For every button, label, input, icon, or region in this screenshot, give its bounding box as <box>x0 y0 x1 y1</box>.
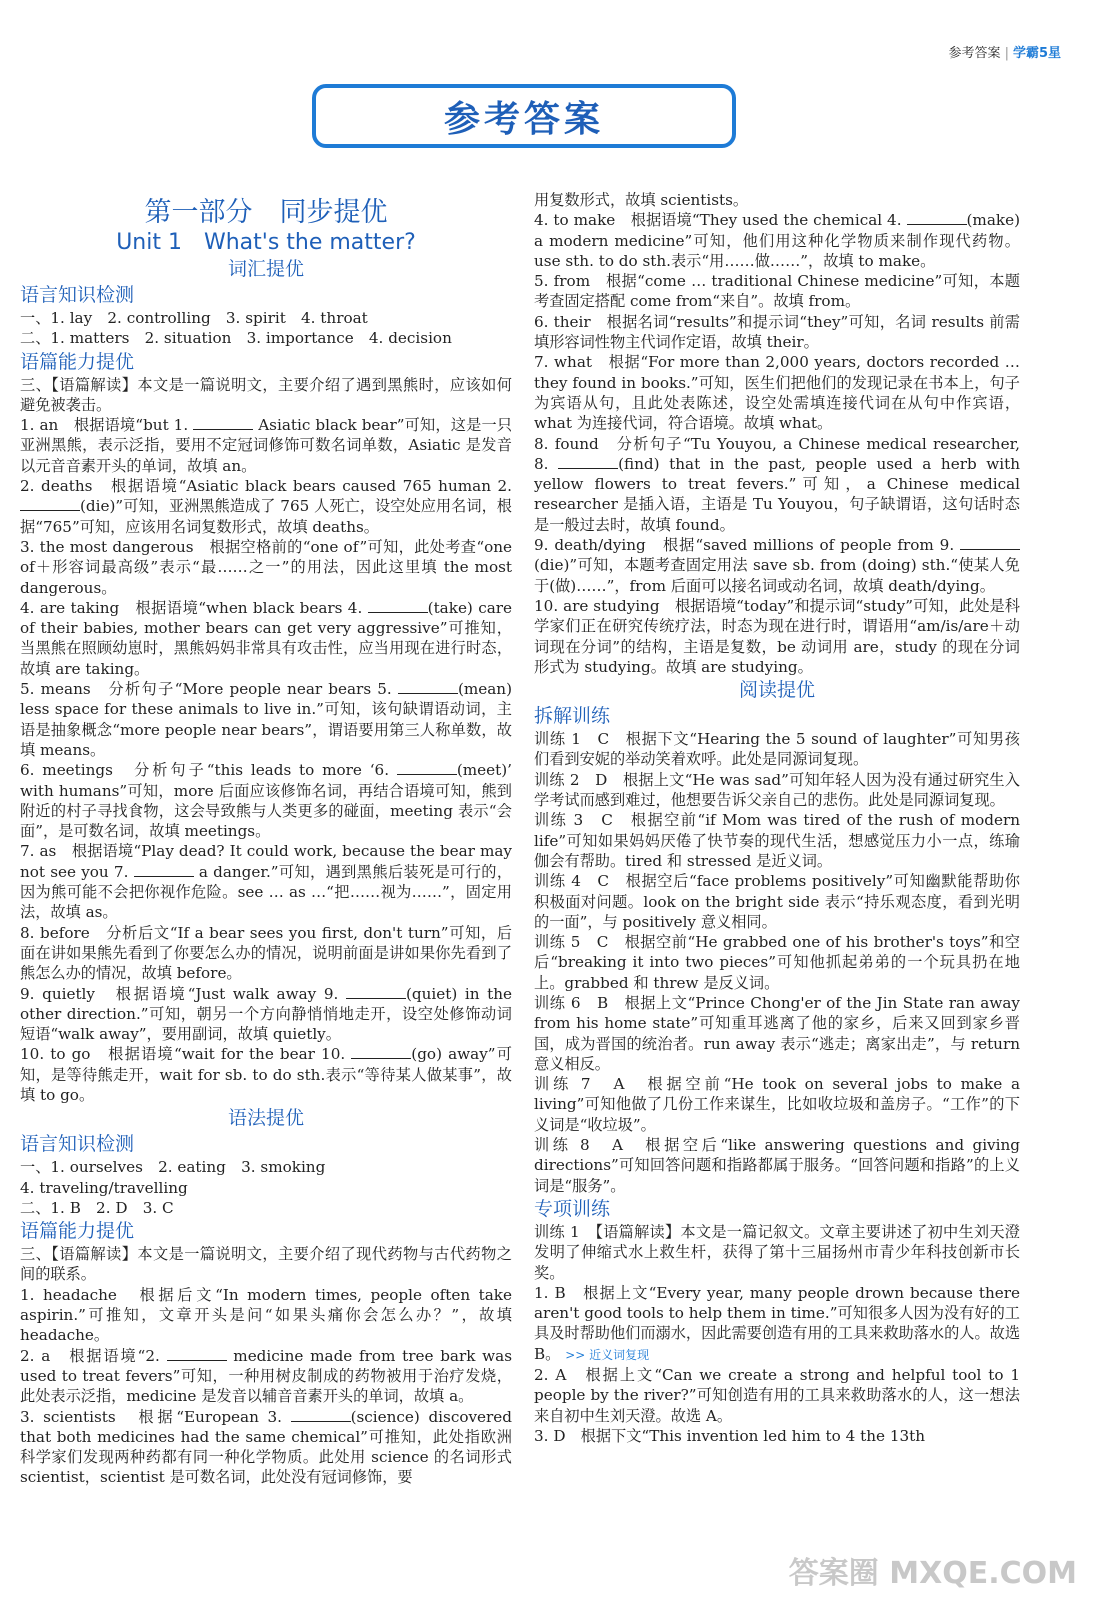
answer-item: 10. are studying 根据语境“today”和提示词“study”可知，此处是科学家们正在研究传统疗法，时态为现在进行时，谓语用“am/is/are＋动词现在分词”的结构，主语是复数，be 动词用 are，study 的现在分词形式为 studying。故填 are studying。 <box>534 596 1020 676</box>
grammar-heading: 语法提优 <box>227 1107 304 1130</box>
answer-item <box>20 1346 512 1407</box>
item-text: (take) care of their babies, mother bears can get very aggressive”可推知，当黑熊在照顾幼崽时，黑熊妈妈非常具有攻击性，应当用现在进行时态，故填 are taking。 <box>20 598 513 678</box>
item-text: 3. scientists 根据“European 3. <box>20 1407 282 1426</box>
item-text: 4. are taking 根据语境“when black bears 4. <box>20 598 363 617</box>
passage-intro: 训练 1 【语篇解读】本文是一篇记叙文。文章主要讲述了初中生刘天澄发明了伸缩式水上救生杆，获得了第十三届扬州市青少年科技创新市长奖。 <box>534 1222 1020 1282</box>
answer-item: 用复数形式，故填 scientists。 <box>534 191 749 209</box>
item-text: 1. an 根据语境“but 1. <box>20 416 189 435</box>
item-text: 7. as 根据语境“Play dead? It could work, because the bear may not see you 7. <box>20 842 512 881</box>
answer-item: 6. their 根据名词“results”和提示词“they”可知，名词 results 前需填形容词性物主代词作定语，故填 their。 <box>534 312 1020 352</box>
answer-item: 3. D 根据下文“This invention led him to 4 the 13th <box>534 1426 926 1445</box>
item-text: 4. to make 根据语境“They used the chemical 4. <box>534 211 902 230</box>
section-heading: 语言知识检测 <box>20 284 135 306</box>
answer-item <box>534 1365 1020 1426</box>
answer-item <box>20 760 512 841</box>
section-heading: 拆解训练 <box>534 705 611 728</box>
answer-item <box>20 476 512 537</box>
item-text: 2. deaths 根据语境“Asiatic black bears caused 765 human 2. <box>20 477 512 496</box>
training-item: 训练 7 A 根据空前“He took on several jobs to make a living”可知他做了几份工作来谋生，比如收垃圾和盖房子。“工作”的下义词是“收垃圾”。 <box>534 1075 1020 1134</box>
answer-line: 一、1. ourselves 2. eating 3. smoking <box>20 1158 326 1177</box>
training-item: 训练 3 C 根据空前“if Mom was tired of the rush of modern life”可知如果妈妈厌倦了快节奏的现代生活，想感觉压力小一点，练瑜伽会有帮助。tired 和 stressed 是近义词。 <box>534 811 1020 870</box>
training-item: 训练 1 C 根据下文“Hearing the 5 sound of laughter”可知男孩们看到安妮的举动笑着欢呼。此处是同源词复现。 <box>534 730 1020 769</box>
answer-line: 二、1. B 2. D 3. C <box>20 1198 174 1217</box>
item-text: (science) discovered that both medicines had the same chemical”可推知，此处指欧洲科学家们发现两种药都有同一种化学物质。此处用 science 的名词形式 scientist，scientist 是可数名词，此处没有冠词修饰，要 <box>20 1407 513 1487</box>
vocab-heading: 词汇提优 <box>227 258 304 280</box>
blank <box>397 760 457 775</box>
answer-item <box>534 535 1020 596</box>
answer-line: 二、1. matters 2. situation 3. importance 4. decision <box>20 329 452 348</box>
item-text: (meet)’ with humans”可知，more 后面应该修饰名词，再结合语境可知，熊到附近的村子寻找食物，这会导致熊与人类更多的碰面，meeting 表示“会面”，是可数名词，故填 meetings。 <box>20 761 513 841</box>
training-item: 训练 8 A 根据空后“like answering questions and giving directions”可知回答问题和指路都属于服务。“回答问题和指路”的上义词是“服务”。 <box>534 1136 1020 1195</box>
item-text: (die)”可知，本题考查固定用法 save sb. from (doing) sth.“使某人免于(做)……”，from 后面可以接名词或动名词，故填 death/dying。 <box>534 556 1020 595</box>
header-brand: 学霸5星 <box>1012 46 1061 61</box>
blank <box>134 862 194 877</box>
item-text: 9. death/dying 根据“saved millions of people from 9. <box>534 536 955 555</box>
item-text: (mean) less space for these animals to live in.”可知，该句缺谓语动词，主语是抽象概念“more people near bears”，谓语要用第三人称单数，故填 means。 <box>20 680 513 759</box>
training-item: 训练 6 B 根据上文“Prince Chong'er of the Jin State ran away from his home state”可知重耳逃离了他的家乡，后来又回到家乡晋国，成为晋国的统治者。run away 表示“逃走；离家出走”，与 return 意义相反。 <box>534 993 1020 1073</box>
page-header: 参考答案 | 学霸5星 <box>948 46 1061 61</box>
side-note: >> 近义词复现 <box>565 1347 650 1362</box>
answer-item <box>20 984 512 1045</box>
answer-item <box>534 434 1020 535</box>
answer-item <box>534 210 1020 271</box>
section-heading: 专项训练 <box>534 1197 611 1220</box>
blank <box>558 454 618 469</box>
item-text: a danger.”可知，遇到黑熊后装死是可行的，因为熊可能不会把你视作危险。see … as …“把……视为……”，固定用法，故填 as。 <box>20 862 513 922</box>
answer-line: 一、1. lay 2. controlling 3. spirit 4. throat <box>20 309 368 327</box>
answer-item: 8. before 分析后文“If a bear sees you first, don't turn”可知，后面在讲如果熊先看到了你要怎么办的情况，说明前面是讲如果你先看到了熊怎么办的情况，故填 before。 <box>20 923 512 983</box>
item-text: 1. B 根据上文“Every year, many people drown because there aren't good tools to help them in time.”可知很多人因为没有好的工具及时帮助他们而溺水，因此需要创造有用的工具来救助落水的人。故选 B。 <box>534 1283 1020 1363</box>
left-column <box>20 190 512 1488</box>
item-text: 9. quietly 根据语境“Just walk away 9. <box>20 984 339 1003</box>
item-text: (quiet) in the other direction.”可知，朝另一个方向静悄悄地走开，设空处修饰动词短语“walk away”，要用副词，故填 quietly。 <box>20 984 512 1044</box>
training-item: 训练 5 C 根据空前“He grabbed one of his brother's toys”和空后“breaking it into two pieces”可知他抓起弟弟的一个玩具扔在地上。grabbed 和 threw 是反义词。 <box>534 933 1020 992</box>
training-item: 训练 4 C 根据空后“face problems positively”可知幽默能帮助你积极面对问题。look on the bright side 表示“持乐观态度，看到光明的一面”，与 positively 意义相同。 <box>534 872 1020 931</box>
reading-heading: 阅读提优 <box>738 679 815 702</box>
item-text: (go) away”可知，是等待熊走开，wait for sb. to do sth.表示“等待某人做某事”，故填 to go。 <box>20 1045 512 1104</box>
item-text: 10. to go 根据语境“wait for the bear 10. <box>20 1045 346 1064</box>
blank <box>907 210 967 225</box>
section-heading: 语言知识检测 <box>20 1133 135 1156</box>
section-heading: 语篇能力提优 <box>20 350 135 373</box>
answer-item <box>534 1283 1020 1365</box>
item-text: 2. A 根据上文“Can we create a strong and helpful tool to <box>534 1366 1004 1385</box>
unit-title: Unit 1 What's the matter? <box>116 230 416 255</box>
blank <box>20 496 80 511</box>
item-text: medicine made from tree bark was used to treat fevers”可知，一种用树皮制成的药物被用于治疗发烧，此处表示泛指，medicine 是发音以辅音音素开头的单词，故填 a。 <box>20 1346 513 1406</box>
passage-intro: 三、【语篇解读】本文是一篇说明文，主要介绍了现代药物与古代药物之间的联系。 <box>20 1245 512 1284</box>
training-item: 训练 2 D 根据上文“He was sad”可知年轻人因为没有通过研究生入学考试而感到难过，他想要告诉父亲自己的悲伤。此处是同源词复现。 <box>534 770 1020 810</box>
answer-item <box>20 1407 512 1488</box>
title-banner <box>312 84 736 148</box>
answer-item <box>20 1044 512 1105</box>
answer-item: 5. from 根据“come … traditional Chinese medicine”可知，本题考查固定搭配 come from“来自”。故填 from。 <box>534 272 1020 311</box>
answer-item: 1. headache 根据后文“In modern times, people often take aspirin.”可推知，文章开头是问“如果头痛你会怎么办？”，故填 headache。 <box>20 1285 512 1345</box>
item-text: (die)”可知，亚洲黑熊造成了 765 人死亡，设空处应用名词，根据“765”可知，应该用名词复数形式，故填 deaths。 <box>20 497 512 536</box>
blank <box>368 598 428 613</box>
item-text: (find) that in the past, people used a herb with yellow flowers to treat fevers.”可知，a Chinese medical researcher 是插入语，主语是 Tu Youyou，句子缺谓语，这句话时态是一般过去时，故填 found。 <box>534 454 1021 534</box>
item-text: 1 people by the river?”可知创造有用的工具来救助落水的人，这一想法来自初中生刘天澄。故选 A。 <box>534 1366 1021 1425</box>
item-text: (make) a modern medicine”可知，他们用这种化学物质来制作现代药物。use sth. to do sth.表示“用……做……”，故填 to make。 <box>534 211 1020 270</box>
watermark: 答案圈 MXQE.COM <box>788 1556 1077 1591</box>
header-label: 参考答案 <box>948 46 1001 61</box>
item-text: 6. meetings 分析句子“this leads to more ‘6. <box>20 761 390 780</box>
blank <box>398 679 458 694</box>
blank <box>346 984 406 999</box>
answer-item: 3. the most dangerous 根据空格前的“one of”可知，此处考查“one of＋形容词最高级”表示“最……之一”的用法，因此这里填 the most dangerous。 <box>20 537 512 597</box>
blank <box>351 1044 411 1059</box>
section-heading: 语篇能力提优 <box>20 1220 135 1243</box>
blank <box>167 1346 227 1361</box>
part-title: 第一部分 同步提优 <box>144 197 388 228</box>
right-column <box>534 190 1020 1446</box>
item-text: 8. found 分析句子“Tu Youyou, a Chinese medical researcher, 8. <box>534 434 1020 473</box>
blank <box>193 415 253 430</box>
answer-line: 4. traveling/travelling <box>20 1178 188 1197</box>
banner-title: 参考答案 <box>443 98 604 140</box>
answer-item <box>20 598 512 679</box>
item-text: 5. means 分析句子“More people near bears 5. <box>20 680 392 699</box>
answer-item <box>20 415 512 476</box>
item-text: Asiatic black bear”可知，这是一只亚洲黑熊，表示泛指，要用不定冠词修饰可数名词单数，Asiatic 是发音以元音音素开头的单词，故填 an。 <box>20 416 513 475</box>
answer-item <box>20 679 512 760</box>
item-text: 2. a 根据语境“2. <box>20 1346 160 1365</box>
answer-item <box>20 841 512 922</box>
blank <box>960 535 1020 550</box>
passage-intro: 三、【语篇解读】本文是一篇说明文，主要介绍了遇到黑熊时，应该如何避免被袭击。 <box>20 375 512 414</box>
blank <box>291 1407 351 1422</box>
answer-item: 7. what 根据“For more than 2,000 years, doctors recorded … they found in books.”可知，医生们把他们的发现记录在书本上，句子为宾语从句，且此处表陈述，设空处需填连接代词在从句中作宾语，what 为连接代词，符合语境。故填 what。 <box>534 353 1020 433</box>
